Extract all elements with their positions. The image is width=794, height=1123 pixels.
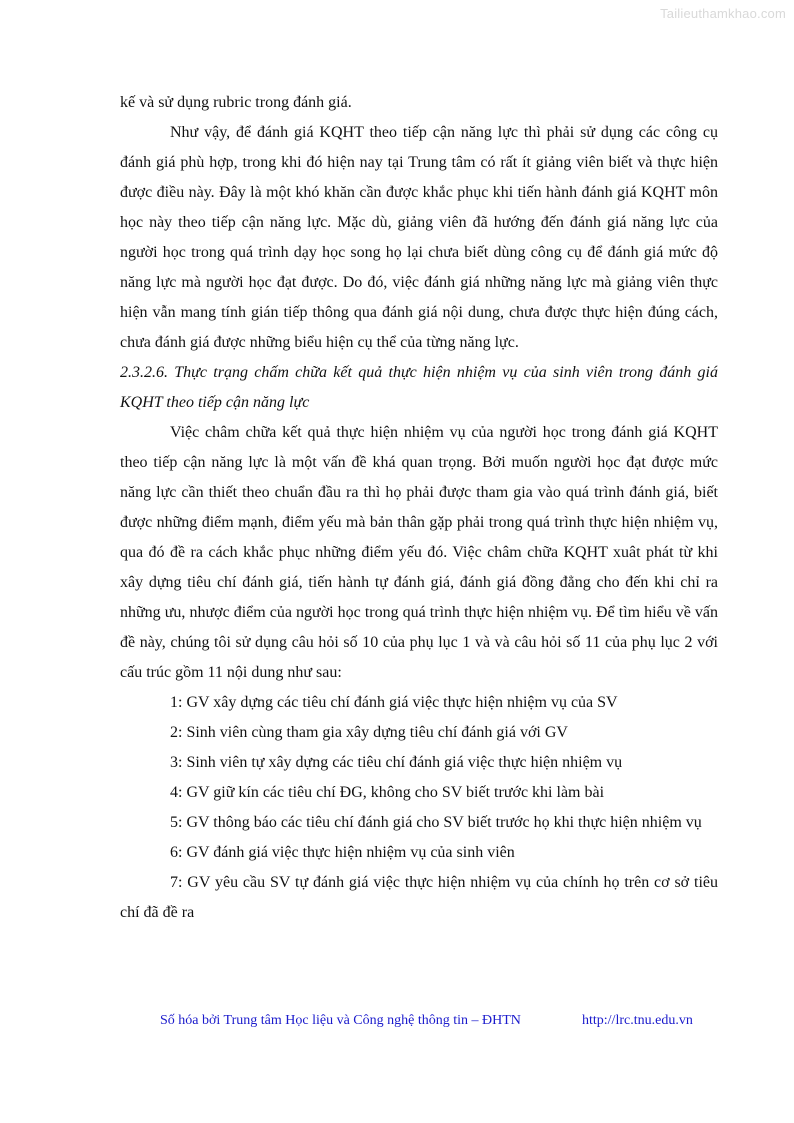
- watermark: Tailieuthamkhao.com: [660, 6, 786, 21]
- document-body: [120, 88, 718, 928]
- list-item: 4: GV giữ kín các tiêu chí ĐG, không cho SV biết trước khi làm bài: [170, 784, 605, 801]
- section-heading: 2.3.2.6. Thực trạng chấm chữa kết quả thực hiện nhiệm vụ của sinh viên trong đánh giá KQHT theo tiếp cận năng lực: [120, 364, 718, 411]
- list-item: 1: GV xây dựng các tiêu chí đánh giá việc thực hiện nhiệm vụ của SV: [170, 694, 618, 711]
- list-item: 7: GV yêu cầu SV tự đánh giá việc thực hiện nhiệm vụ của chính họ trên cơ sở tiêu chí đã đề ra: [120, 874, 718, 921]
- footer-credit: Số hóa bởi Trung tâm Học liệu và Công nghệ thông tin – ĐHTN: [160, 1013, 521, 1028]
- list-item: 2: Sinh viên cùng tham gia xây dựng tiêu chí đánh giá với GV: [170, 724, 568, 741]
- list-item: 5: GV thông báo các tiêu chí đánh giá cho SV biết trước họ khi thực hiện nhiệm vụ: [170, 814, 702, 831]
- paragraph: Việc châm chữa kết quả thực hiện nhiệm vụ của người học trong đánh giá KQHT theo tiếp cận năng lực là một vấn đề khá quan trọng. Bởi muốn người học đạt được mức năng lực cần thiết theo chuẩn đầu ra thì họ phải được tham gia vào quá trình đánh giá, biết được những điểm mạnh, điểm yếu mà bản thân gặp phải trong quá trình thực hiện nhiệm vụ, qua đó đề ra cách khắc phục những điểm yếu đó. Việc châm chữa KQHT xuât phát từ khi xây dựng tiêu chí đánh giá, tiến hành tự đánh giá, đánh giá đồng đẳng cho đến khi chỉ ra những ưu, nhược điểm của người học trong quá trình thực hiện nhiệm vụ. Để tìm hiểu về vấn đề này, chúng tôi sử dụng câu hỏi số 10 của phụ lục 1 và và câu hỏi số 11 của phụ lục 2 với cấu trúc gồm 11 nội dung như sau:: [120, 424, 718, 681]
- footer-link[interactable]: http://lrc.tnu.edu.vn: [582, 1013, 693, 1028]
- paragraph: Như vậy, để đánh giá KQHT theo tiếp cận năng lực thì phải sử dụng các công cụ đánh giá phù hợp, trong khi đó hiện nay tại Trung tâm có rất ít giảng viên biết và thực hiện được điều này. Đây là một khó khăn cần được khắc phục khi tiến hành đánh giá KQHT môn học này theo tiếp cận năng lực. Mặc dù, giảng viên đã hướng đến đánh giá năng lực của người học trong quá trình dạy học song họ lại chưa biết dùng công cụ để đánh giá mức độ năng lực mà người học đạt được. Do đó, việc đánh giá những năng lực mà giảng viên thực hiện vẫn mang tính gián tiếp thông qua đánh giá nội dung, chưa được thực hiện đúng cách, chưa đánh giá được những biểu hiện cụ thể của từng năng lực.: [120, 124, 718, 351]
- list-item: 3: Sinh viên tự xây dựng các tiêu chí đánh giá việc thực hiện nhiệm vụ: [170, 754, 623, 771]
- list-item: 6: GV đánh giá việc thực hiện nhiệm vụ của sinh viên: [170, 844, 515, 861]
- paragraph-continuation: kế và sử dụng rubric trong đánh giá.: [120, 94, 352, 111]
